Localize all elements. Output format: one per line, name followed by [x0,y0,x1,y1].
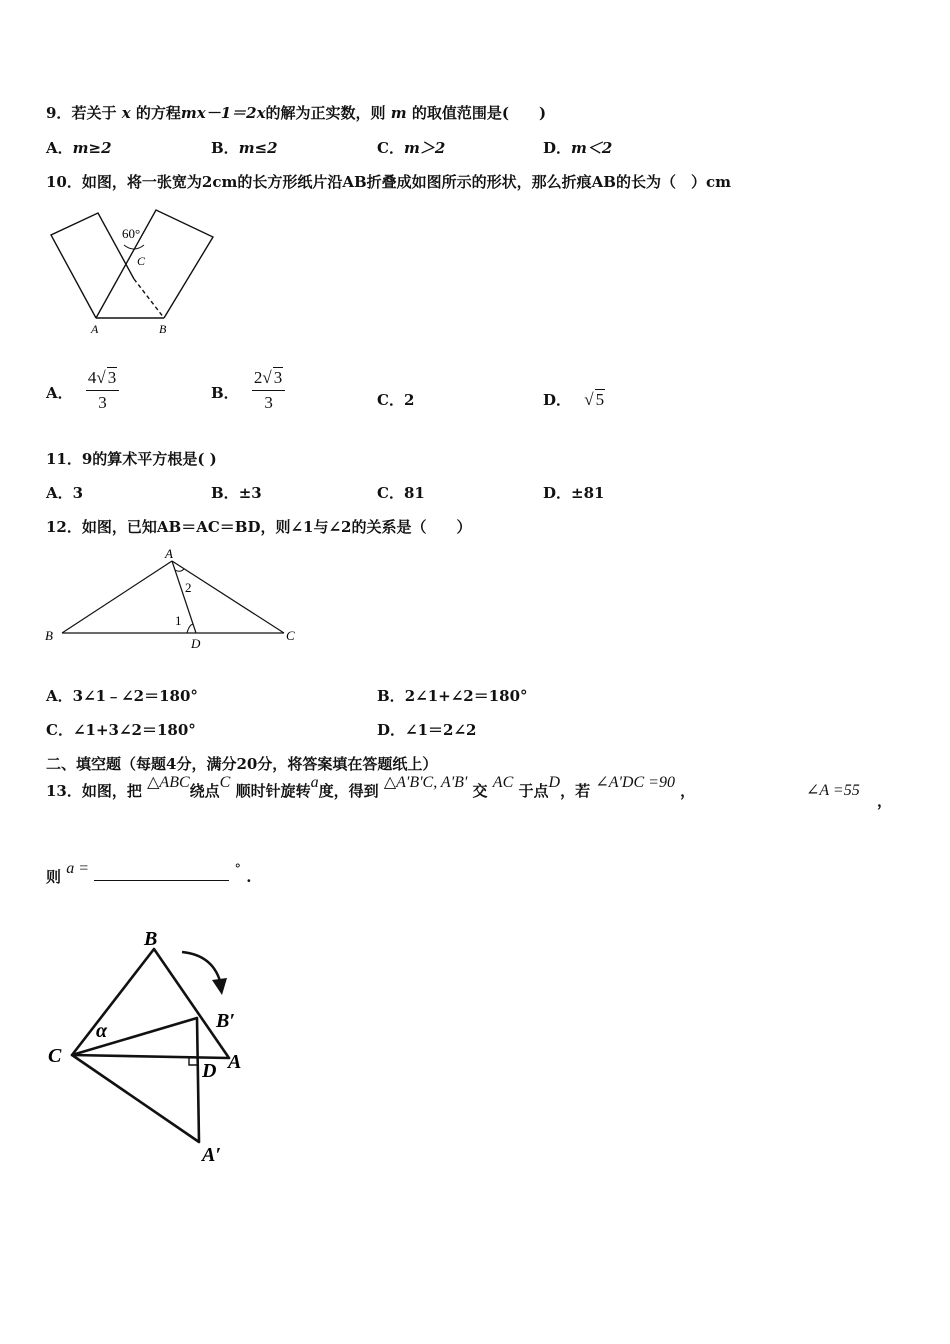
q11-text: 9的算术平方根是( ) [81,450,217,468]
q12-option-b [377,685,528,706]
q10-stem [46,171,731,192]
q10-point-c: C [137,254,146,268]
q13-t2: 绕点 [189,782,220,800]
option-value: 2∠1+∠2＝180° [404,687,528,705]
section-heading-fill-in: 二、填空题（每题4分，满分20分，将答案填在答题纸上） [46,755,438,773]
q12-label-b: B [45,628,53,643]
q9-text-a: 若关于 [71,104,117,122]
option-value: m＞2 [403,139,446,157]
q10-point-b: B [159,322,167,336]
q13-m1: △ABC [147,774,190,791]
option-label: B． [211,484,239,502]
q12-segment-ab [62,561,172,633]
frac-radicand: 3 [107,368,117,387]
option-label: B． [211,139,239,157]
q11-option-a [46,482,83,503]
q11-option-b [211,482,262,503]
q13-m6: D [548,774,561,791]
q9-var-x: x [121,104,131,122]
q13-answer-blank[interactable] [94,866,229,881]
option-label: C． [377,484,404,502]
q13-m9: a = [66,860,90,877]
q13-m2: C [219,774,231,791]
q12-option-d [377,719,476,740]
option-value: 81 [403,484,425,502]
q10-text: 如图，将一张宽为2cm的长方形纸片沿AB折叠成如图所示的形状，那么折痕AB的长为（ ）cm [81,173,731,191]
q13-t5: 交 [472,782,488,800]
q9-option-d [543,137,612,158]
q12-angle-label-2: 2 [185,580,192,595]
q12-figure [44,545,304,650]
q13-stem-line2 [46,857,252,886]
q12-label-c: C [286,628,295,643]
q9-text-c: 的解为正实数，则 [265,104,386,122]
q10-figure [46,205,221,340]
q13-t9: ， [877,792,893,810]
q11-stem [46,448,217,469]
q10-option-d: D． √ 5 [543,390,605,409]
q9-equation: mx－1＝2x [180,104,266,122]
q9-number: 9． [46,104,72,122]
q13-stem-line1 [46,774,696,801]
q13-t6: 于点 [518,782,549,800]
frac-coef: 2 [253,368,263,387]
q13-number: 13． [46,782,82,800]
q13-label-a-prime: A′ [202,1144,221,1166]
q12-stem [46,516,471,537]
q10-fold-dashed [134,279,164,318]
q11-number: 11． [46,450,82,468]
option-label: C． [377,391,404,409]
frac-radicand: 3 [273,368,283,387]
q13-label-b-prime: B′ [216,1010,235,1032]
q11-option-d [543,482,604,503]
q13-label-b: B [144,928,158,950]
q13-period: . [246,868,252,886]
option-value: m≥2 [72,139,112,157]
q13-m5: AC [492,774,514,791]
option-radicand: 5 [595,390,605,409]
q10-point-a: A [91,322,99,336]
frac-den: 3 [264,393,273,412]
option-label: C． [46,721,73,739]
q13-degree: ° [234,862,242,877]
option-value: 3∠1﹣∠2＝180° [72,687,198,705]
q13-t3: 顺时针旋转 [235,782,311,800]
q13-t4: 度，得到 [318,782,379,800]
option-label: D． [543,391,572,409]
option-label: A． [46,484,73,502]
q13-m8: ∠A =55 [806,782,860,799]
q13-figure [44,925,264,1170]
option-label: A． [46,384,73,402]
q13-rotation-arrow-head [212,978,227,995]
q13-triangle-a-b-c [72,1018,199,1142]
q12-option-a [46,685,198,706]
q13-rotation-arrow [182,952,220,981]
option-value: 3 [72,484,84,502]
option-value: 2 [403,391,415,409]
q10-angle-label: 60° [122,226,141,241]
q13-m3: a [310,774,319,791]
q12-label-a: A [165,546,173,561]
q13-m4: △A'B'C, A'B' [383,774,468,791]
q9-text-b: 的方程 [135,104,181,122]
q13-label-d: D [202,1060,217,1082]
option-label: D． [543,484,572,502]
option-label: C． [377,139,404,157]
q12-option-c [46,719,196,740]
q10-right-strip [96,210,213,318]
q9-option-a [46,137,112,158]
q10-option-a [46,367,119,413]
q13-t1: 如图，把 [81,782,142,800]
q12-number: 12． [46,518,82,536]
q13-t7: ，若 [560,782,591,800]
q13-m7: ∠A'DC =90 [595,774,675,791]
option-value: ∠1＝2∠2 [405,721,477,739]
q13-label-alpha: α [96,1020,108,1042]
q9-option-c [377,137,445,158]
option-label: B． [211,384,239,402]
q10-option-b-fraction: $\frac{2√ 3}{3}$ [252,367,285,413]
q12-angle-label-1: 1 [175,613,182,628]
option-label: D． [377,721,406,739]
q9-option-b [211,137,278,158]
q10-option-b [211,367,285,413]
q10-number: 10． [46,173,82,191]
option-label: A． [46,139,73,157]
option-label: A． [46,687,73,705]
q12-angle-arc-1 [187,624,193,633]
frac-coef: 4 [87,368,97,387]
option-value: ±3 [238,484,262,502]
q10-option-c [377,389,414,410]
option-label: D． [543,139,572,157]
q13-t8: ， [680,782,696,800]
frac-den: 3 [98,393,107,412]
option-value: m＜2 [571,139,613,157]
option-label: B． [377,687,405,705]
q9-var-m: m [390,104,407,122]
q9-stem [46,102,546,123]
q12-text: 如图，已知AB＝AC＝BD，则∠1与∠2的关系是（ ） [81,518,472,536]
q13-line2-prefix: 则 [46,868,62,886]
option-value: m≤2 [238,139,278,157]
q13-label-c: C [48,1045,62,1067]
q11-option-c [377,482,425,503]
q9-text-d: 的取值范围是( ) [411,104,547,122]
q10-option-a-fraction: $\frac{4√ 3}{3}$ [86,367,119,413]
option-value: ∠1+3∠2＝180° [72,721,196,739]
q12-segment-ac [172,561,284,633]
q12-angle-arc-2 [175,569,184,571]
q12-label-d: D [191,636,201,650]
option-value: ±81 [571,484,605,502]
q13-label-a: A [228,1051,242,1073]
